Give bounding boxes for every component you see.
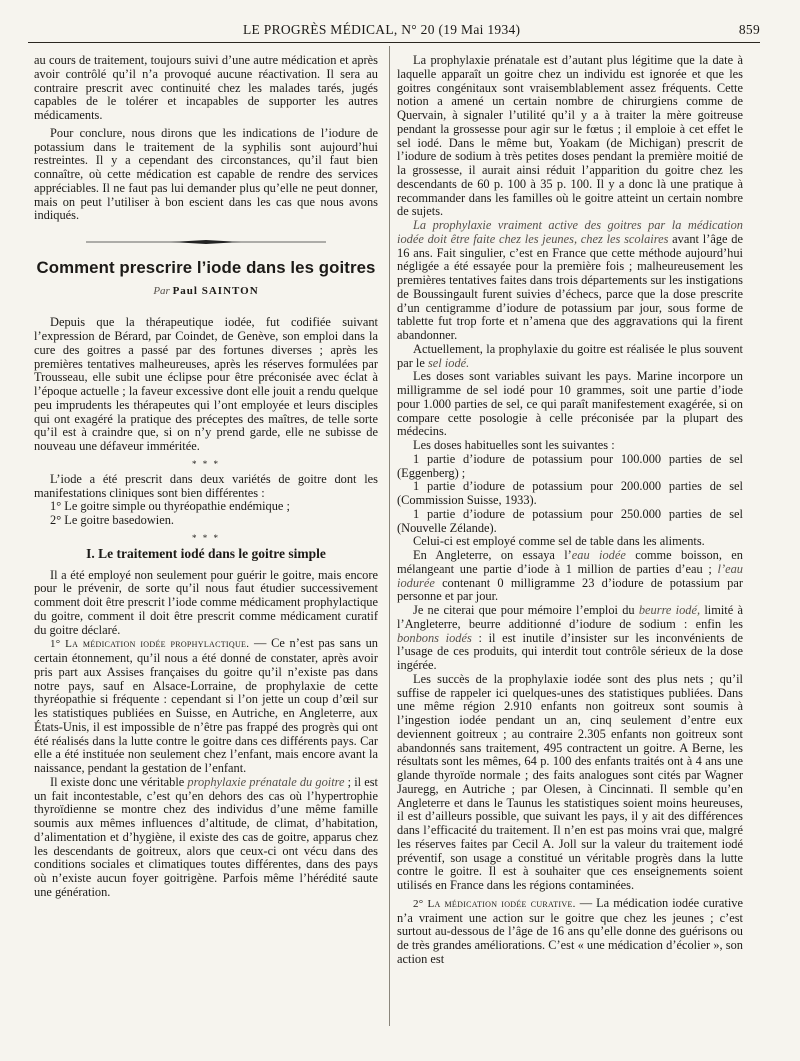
section-title: I. Le traitement iodé dans le goitre simple	[86, 545, 326, 561]
prenatal-italic: prophylaxie prénatale du goitre	[187, 774, 345, 789]
prenatal-paragraph	[34, 776, 378, 900]
right-paragraph-8: Les succès de la prophylaxie iodée sont des plus nets ; qu’il suffise de rappeler ici quelques-unes des statistiques publiées. Dans une même région 2.910 enfants non goitreux sont soumis à l’ingestion iodée pendant un an, cinq seulement d’entre eux deviennent goitreux ; au contraire 2.305 enfants non goitreux sont abandonnés sans traitement, 495 contractent un goitre. A Berne, les résultats sont les mêmes, 64 p. 100 des enfants traités ont à 4 ans une glande thyroïde normale ; des faits analogues sont cités par Wagner Jauregg, en Autriche ; par Olesen, à Cincinnati. Il semble qu’en Angleterre et dans le Taunus les statistiques soient moins heureuses, il est d’ailleurs possible, que suivant les pays, il y ait des différences dans l’efficacité du traitement. Il n’en est pas moins vrai que, malgré les réserves faites par Cecil A. Joll sur la valeur du traitement iodé préventif, son usage a constitué un véritable progrès dans la lutte contre le goitre. Il est à souhaiter que ces enseignements soient utilisés en France dans les régions contaminées.	[397, 671, 743, 892]
p7-b: limité à l’Angleterre, beurre additionné d’iodure de sodium : enfin les	[397, 603, 743, 631]
curative-paragraph	[397, 897, 743, 967]
header-rule	[28, 42, 760, 43]
right-paragraph-1: La prophylaxie prénatale est d’autant plus légitime que la date à laquelle apparaît un goitre chez un individu est ignorée et que les goitres congénitaux sont vraisemblablement assez fréquents. Cette notion a amené un certain nombre de chirurgiens comme de Quervain, à signaler l’utilité qu’il y a à traiter la mère goitreuse pendant la grossesse pour agir sur le fœtus ; il emploie à cet effet le sel iodé. Dans le même but, Yoakam (de Michigan) prescrit de l’iodure de sodium à très petites doses pendant la première moitié de la grossesse, il aurait ainsi réduit l’apparition du goitre chez les descendants de 60 p. 100 à 35 p. 100. Il y a donc là une pratique à recommander dans les familles où le goitre atteint un certain nombre de sujets.	[397, 53, 743, 219]
page-number: 859	[738, 22, 760, 37]
right-p2-italic: La prophylaxie vraiment active des goitres par la médication iodée doit être faite chez les jeunes, chez les scolaires	[397, 218, 743, 246]
p6-a: En Angleterre, on essaya l’	[413, 548, 572, 562]
prophylaxis-text: — Ce n’est pas sans un certain étonnement, qu’il nous a été donné de constater, après avoir pris part aux Assises françaises du goitre qu’il n’existe pas dans notre pays, sauf en Alsace-Lorraine, de prophylaxie de cette thyréopathie si fréquente : cependant si l’on jette un coup d’œil sur les statistiques publiées en Suisse, en Autriche, en Angleterre, aux États-Unis, il est impossible de n’être pas frappé des progrès qui ont été réalisés dans la lutte contre le goitre dans ces différents pays. Car elle a été instituée non seulement chez l’enfant, mais encore avant la naissance, pendant la gestation de l’enfant.	[34, 636, 378, 775]
byline-par: Par	[153, 284, 170, 297]
byline	[34, 285, 378, 299]
right-column	[397, 54, 743, 967]
curative-label: 2° La médication iodée curative.	[413, 897, 576, 910]
article-title: Comment prescrire l’iode dans les goitres	[36, 257, 376, 277]
left-column	[34, 54, 378, 900]
p6-italic-2: l’eau iodurée	[397, 561, 743, 590]
dose-item-1: 1 partie d’iodure de potassium pour 100.000 parties de sel (Eggenberg) ;	[397, 451, 743, 480]
stars-separator-1: * * *	[192, 458, 220, 469]
intro-paragraph-2: Pour conclure, nous dirons que les indications de l’iodure de potassium dans le traitement de la syphilis sont aujourd’hui restreintes. Il y a cependant des circonstances, qu’il faut bien connaître, où cette médication est capable de rendre des services appréciables. Il ne faut pas lui demander plus qu’elle ne peut donner, mais on peut l’utiliser à bon escient dans les cas que nous avons indiqués.	[34, 125, 378, 223]
variety-item-1: 1° Le goitre simple ou thyréopathie endémique ;	[50, 499, 290, 514]
dose-item-3: 1 partie d’iodure de potassium pour 250.000 parties de sel (Nouvelle Zélande).	[397, 506, 743, 535]
ornament-icon	[86, 237, 326, 247]
p7-italic-1: beurre iodé,	[638, 603, 701, 617]
right-paragraph-6	[397, 549, 743, 604]
right-p3-italic: sel iodé.	[427, 355, 470, 370]
stars-separator-2: * * *	[192, 532, 220, 543]
section-intro: Il a été employé non seulement pour guérir le goitre, mais encore pour le prévenir, de sorte qu’il nous faut étudier successivement comment doit être prescrit l’iode comme médicament prophylactique du goitre, comment il doit être prescrit comme médicament curatif du goitre déclaré.	[34, 567, 378, 637]
intro-paragraph-1: au cours de traitement, toujours suivi d’une autre médication et après avoir contrôlé qu’il n’a provoqué aucune réactivation. Il sera au contraire prescrit avec continuité chez les malades tarés, jugés capables de le tolérer et incapables de supporter les autres médicaments.	[34, 53, 378, 122]
byline-author: Paul SAINTON	[172, 284, 259, 297]
p6-italic-1: eau iodée	[571, 548, 626, 562]
right-paragraph-2	[397, 219, 743, 343]
prophylaxis-paragraph	[34, 637, 378, 776]
right-paragraph-3	[397, 343, 743, 371]
ornament-divider	[34, 237, 378, 251]
doses-intro: Les doses habituelles sont les suivantes :	[413, 438, 615, 452]
right-paragraph-5: Celui-ci est employé comme sel de table dans les aliments.	[413, 534, 705, 549]
column-divider	[389, 46, 390, 1026]
p7-italic-2: bonbons iodés	[397, 630, 472, 645]
dose-item-2: 1 partie d’iodure de potassium pour 200.000 parties de sel (Commission Suisse, 1933).	[397, 479, 743, 507]
p6-b: comme boisson, en mélangeant une partie d’iode à 1 million de parties d’eau ;	[397, 548, 744, 576]
running-header	[28, 18, 760, 40]
varieties-intro: L’iode a été prescrit dans deux variétés de goitre dont les manifestations cliniques sont bien différentes :	[34, 471, 378, 500]
journal-title: LE PROGRÈS MÉDICAL, N° 20 (19 Mai 1934)	[243, 22, 521, 37]
right-p3-lead: Actuellement, la prophylaxie du goitre est réalisée le plus souvent par le	[397, 341, 743, 370]
p7-c: : il est inutile d’insister sur les inconvénients de l’usage de ces produits, qui interdit tout contrôle sérieux de la dose ingérée.	[397, 630, 743, 672]
curative-text: — La médication iodée curative n’a vraiment une action sur le goitre que chez les jeunes ; c’est surtout au-dessous de l’âge de 16 ans qu’elle donne des guérisons ou de très grandes améliorations. C’est « une médication d’écolier », son action est	[397, 895, 743, 966]
prenatal-lead: Il existe donc une véritable	[50, 774, 185, 789]
right-paragraph-7	[397, 604, 743, 673]
right-paragraph-4: Les doses sont variables suivant les pays. Marine incorpore un milligramme de sel iodé pour 10 grammes, soit une partie d’iode pour 1.000 parties de sel, ce qui paraît manifestement exagérée, si on compare cette posologie à celle préconisée par la plupart des médecins.	[397, 369, 743, 439]
prenatal-rest: ; il est un fait incontestable, c’est qu’en dehors des cas où l’hypertrophie thyroïdienne se montre chez des individus d’une même famille soumis aux mêmes influences d’altitude, de climat, d’habitation, d’alimentation et d’hygiène, il existe des cas de goitre, apparus chez les descendants de goitreux, alors que ceux-ci ont vécu dans des conditions sociales et climatiques toutes différentes, dans des pays où n’existe aucun foyer goitrigène. Parfois même l’hérédité saute une génération.	[34, 774, 378, 899]
p7-a: Je ne citerai que pour mémoire l’emploi du	[413, 603, 635, 617]
right-p2-rest: avant l’âge de 16 ans. Fait singulier, c’est en France que cette méthode aujourd’hui négligée a été essayée pour la première fois ; malheureusement les premières tentatives faites dans trois départements sur les instigations de Boussingault furent suivies d’échecs, parce que la dose prescrite d’un centigramme d’iodure de potassium par jour, sous forme de tablette fut trop forte et n’amena que des aggravations qui la firent abandonner.	[397, 231, 743, 342]
p6-c: contenant 0 milligramme 23 d’iodure de potassium par personne et par jour.	[397, 575, 743, 604]
variety-item-2: 2° Le goitre basedowien.	[50, 513, 175, 527]
body-paragraph-1: Depuis que la thérapeutique iodée, fut codifiée suivant l’expression de Bérard, par Coindet, de Genève, son emploi dans la cure des goitres a passé par des fortunes diverses ; après les premières tentatives malheureuses, après les réserves formulées par Trousseau, elle subit une éclipse pour être préconisée avec éclat à l’époque actuelle ; la faveur excessive dont elle jouit a rendu quelque peu imprudents les thérapeutes qui l’ont employée et leurs disciples qui ont exagéré la pratique des préceptes des maîtres, de telle sorte qu’il est à craindre que, si on n’y prend garde, elle ne subisse de nouveau une défaveur imméritée.	[34, 315, 378, 453]
prophylaxis-label: 1° La médication iodée prophylactique.	[50, 638, 250, 651]
